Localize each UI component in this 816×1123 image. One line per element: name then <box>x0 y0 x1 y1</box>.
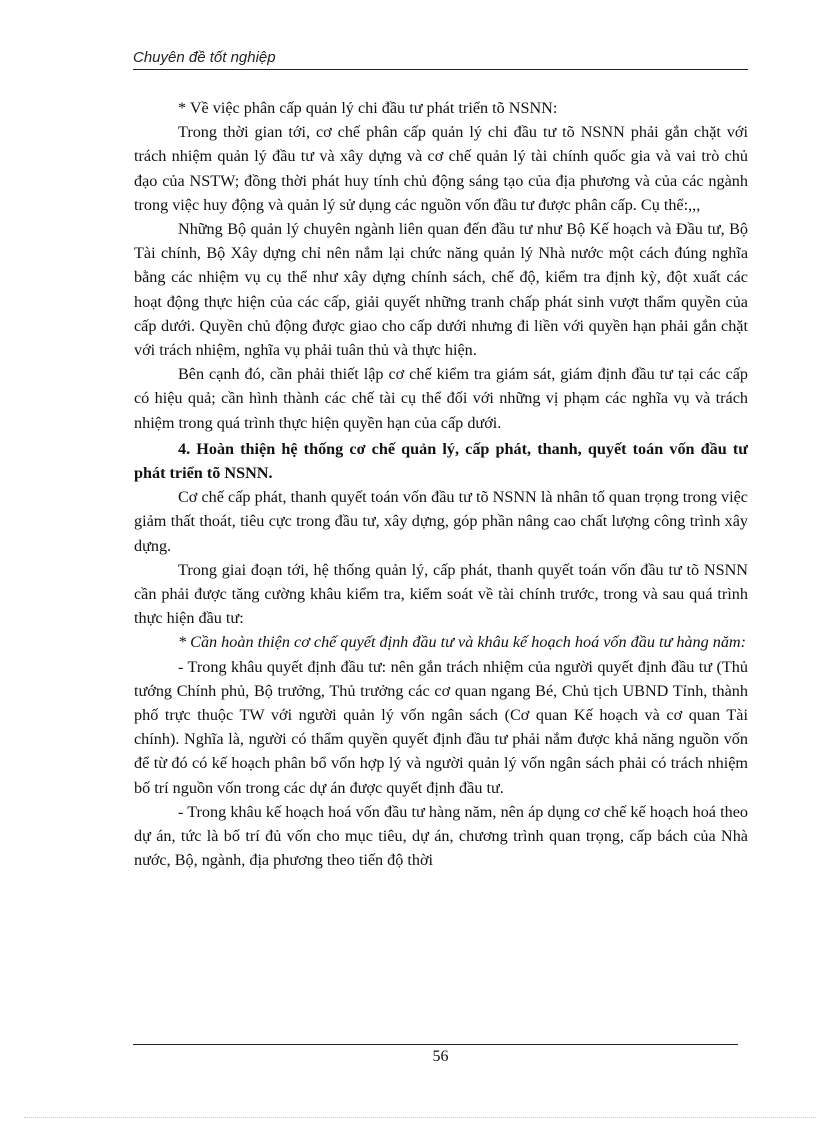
running-header <box>133 48 748 70</box>
paragraph-planning-stage: - Trong khâu kế hoạch hoá vốn đầu tư hàng năm, nên áp dụng cơ chế kế hoạch hoá theo dự án, tức là bố trí đủ vốn cho mục tiêu, dự án, chương trình quan trọng, cấp bách của Nhà nước, Bộ, ngành, địa phương theo tiến độ thời <box>134 802 748 870</box>
paragraph-inspection: Bên cạnh đó, cần phải thiết lập cơ chế kiểm tra giám sát, giám định đầu tư tại các cấp có hiệu quả; cần hình thành các chế tài cụ thể đối với những vị phạm các nghĩa vụ và trách nhiệm trong quá trình thực hiện quyền hạn của cấp dưới. <box>134 365 748 432</box>
paragraph-decision-stage: - Trong khâu quyết định đầu tư: nên gắn trách nhiệm của người quyết định đầu tư (Thủ tướng Chính phủ, Bộ trưởng, Thủ trưởng các cơ quan ngang Bé, Chủ tịch UBND Tỉnh, thành phố trực thuộc TW với người quản lý vốn ngân sách (Cơ quan Kế hoạch và cơ quan Tài chính). Nghĩa là, người có thẩm quyền quyết định đầu tư phải nắm được khả năng nguồn vốn để từ đó có kế hoạch phân bổ vốn hợp lý và người quản lý vốn ngân sách phải có trách nhiệm bố trí nguồn vốn trong các dự án được quyết định đầu tư. <box>134 657 748 797</box>
paragraph-disbursement: Cơ chế cấp phát, thanh quyết toán vốn đầu tư tõ NSNN là nhân tố quan trọng trong việc giảm thất thoát, tiêu cực trong đầu tư, xây dựng, góp phần nâng cao chất lượng công trình xây dựng. <box>134 488 748 555</box>
paragraph-decentralization-intro: Trong thời gian tới, cơ chế phân cấp quản lý chi đầu tư tõ NSNN phải gắn chặt với trách nhiệm quản lý đầu tư và xây dựng và cơ chế quản lý tài chính quốc gia và vai trò chủ đạo của NSTW; đồng thời phát huy tính chủ động sáng tạo của địa phương và của các ngành trong việc huy động và quản lý sử dụng các nguồn vốn đầu tư được phân cấp. Cụ thể:,,, <box>134 123 748 214</box>
document-body <box>134 96 748 873</box>
page-number: 56 <box>432 1048 449 1065</box>
page-bottom-edge <box>24 1117 816 1118</box>
paragraph-investment-decision-title: * Cần hoàn thiện cơ chế quyết định đầu tư và khâu kế hoạch hoá vốn đầu tư hàng năm: <box>178 633 747 652</box>
paragraph-upcoming-period: Trong giai đoạn tới, hệ thống quản lý, cấp phát, thanh quyết toán vốn đầu tư tõ NSNN cần phải được tăng cường khâu kiểm tra, kiểm soát về tài chính trước, trong và sau quá trình thực hiện đầu tư: <box>134 560 748 628</box>
section-heading-4: 4. Hoàn thiện hệ thống cơ chế quản lý, cấp phát, thanh, quyết toán vốn đầu tư phát triển tõ NSNN. <box>134 439 748 483</box>
paragraph-decentralization-title: * Về việc phân cấp quản lý chi đầu tư phát triển tõ NSNN: <box>178 99 558 117</box>
paragraph-ministries: Những Bộ quản lý chuyên ngành liên quan đến đầu tư như Bộ Kế hoạch và Đầu tư, Bộ Tài chính, Bộ Xây dựng chỉ nên nắm lại chức năng quản lý Nhà nước một cách đúng nghĩa bằng các nhiệm vụ cụ thể như xây dựng chính sách, chế độ, kiểm tra định kỳ, đột xuất các hoạt động thực hiện của các cấp, giải quyết những tranh chấp phát sinh vượt thẩm quyền của cấp dưới. Quyền chủ động được giao cho cấp dưới nhưng đi liền với quyền hạn phải gắn chặt với trách nhiệm, nghĩa vụ phải tuân thủ và thực hiện. <box>134 220 748 360</box>
header-title: Chuyên đề tốt nghiệp <box>133 49 276 66</box>
footer-divider <box>133 1044 738 1045</box>
